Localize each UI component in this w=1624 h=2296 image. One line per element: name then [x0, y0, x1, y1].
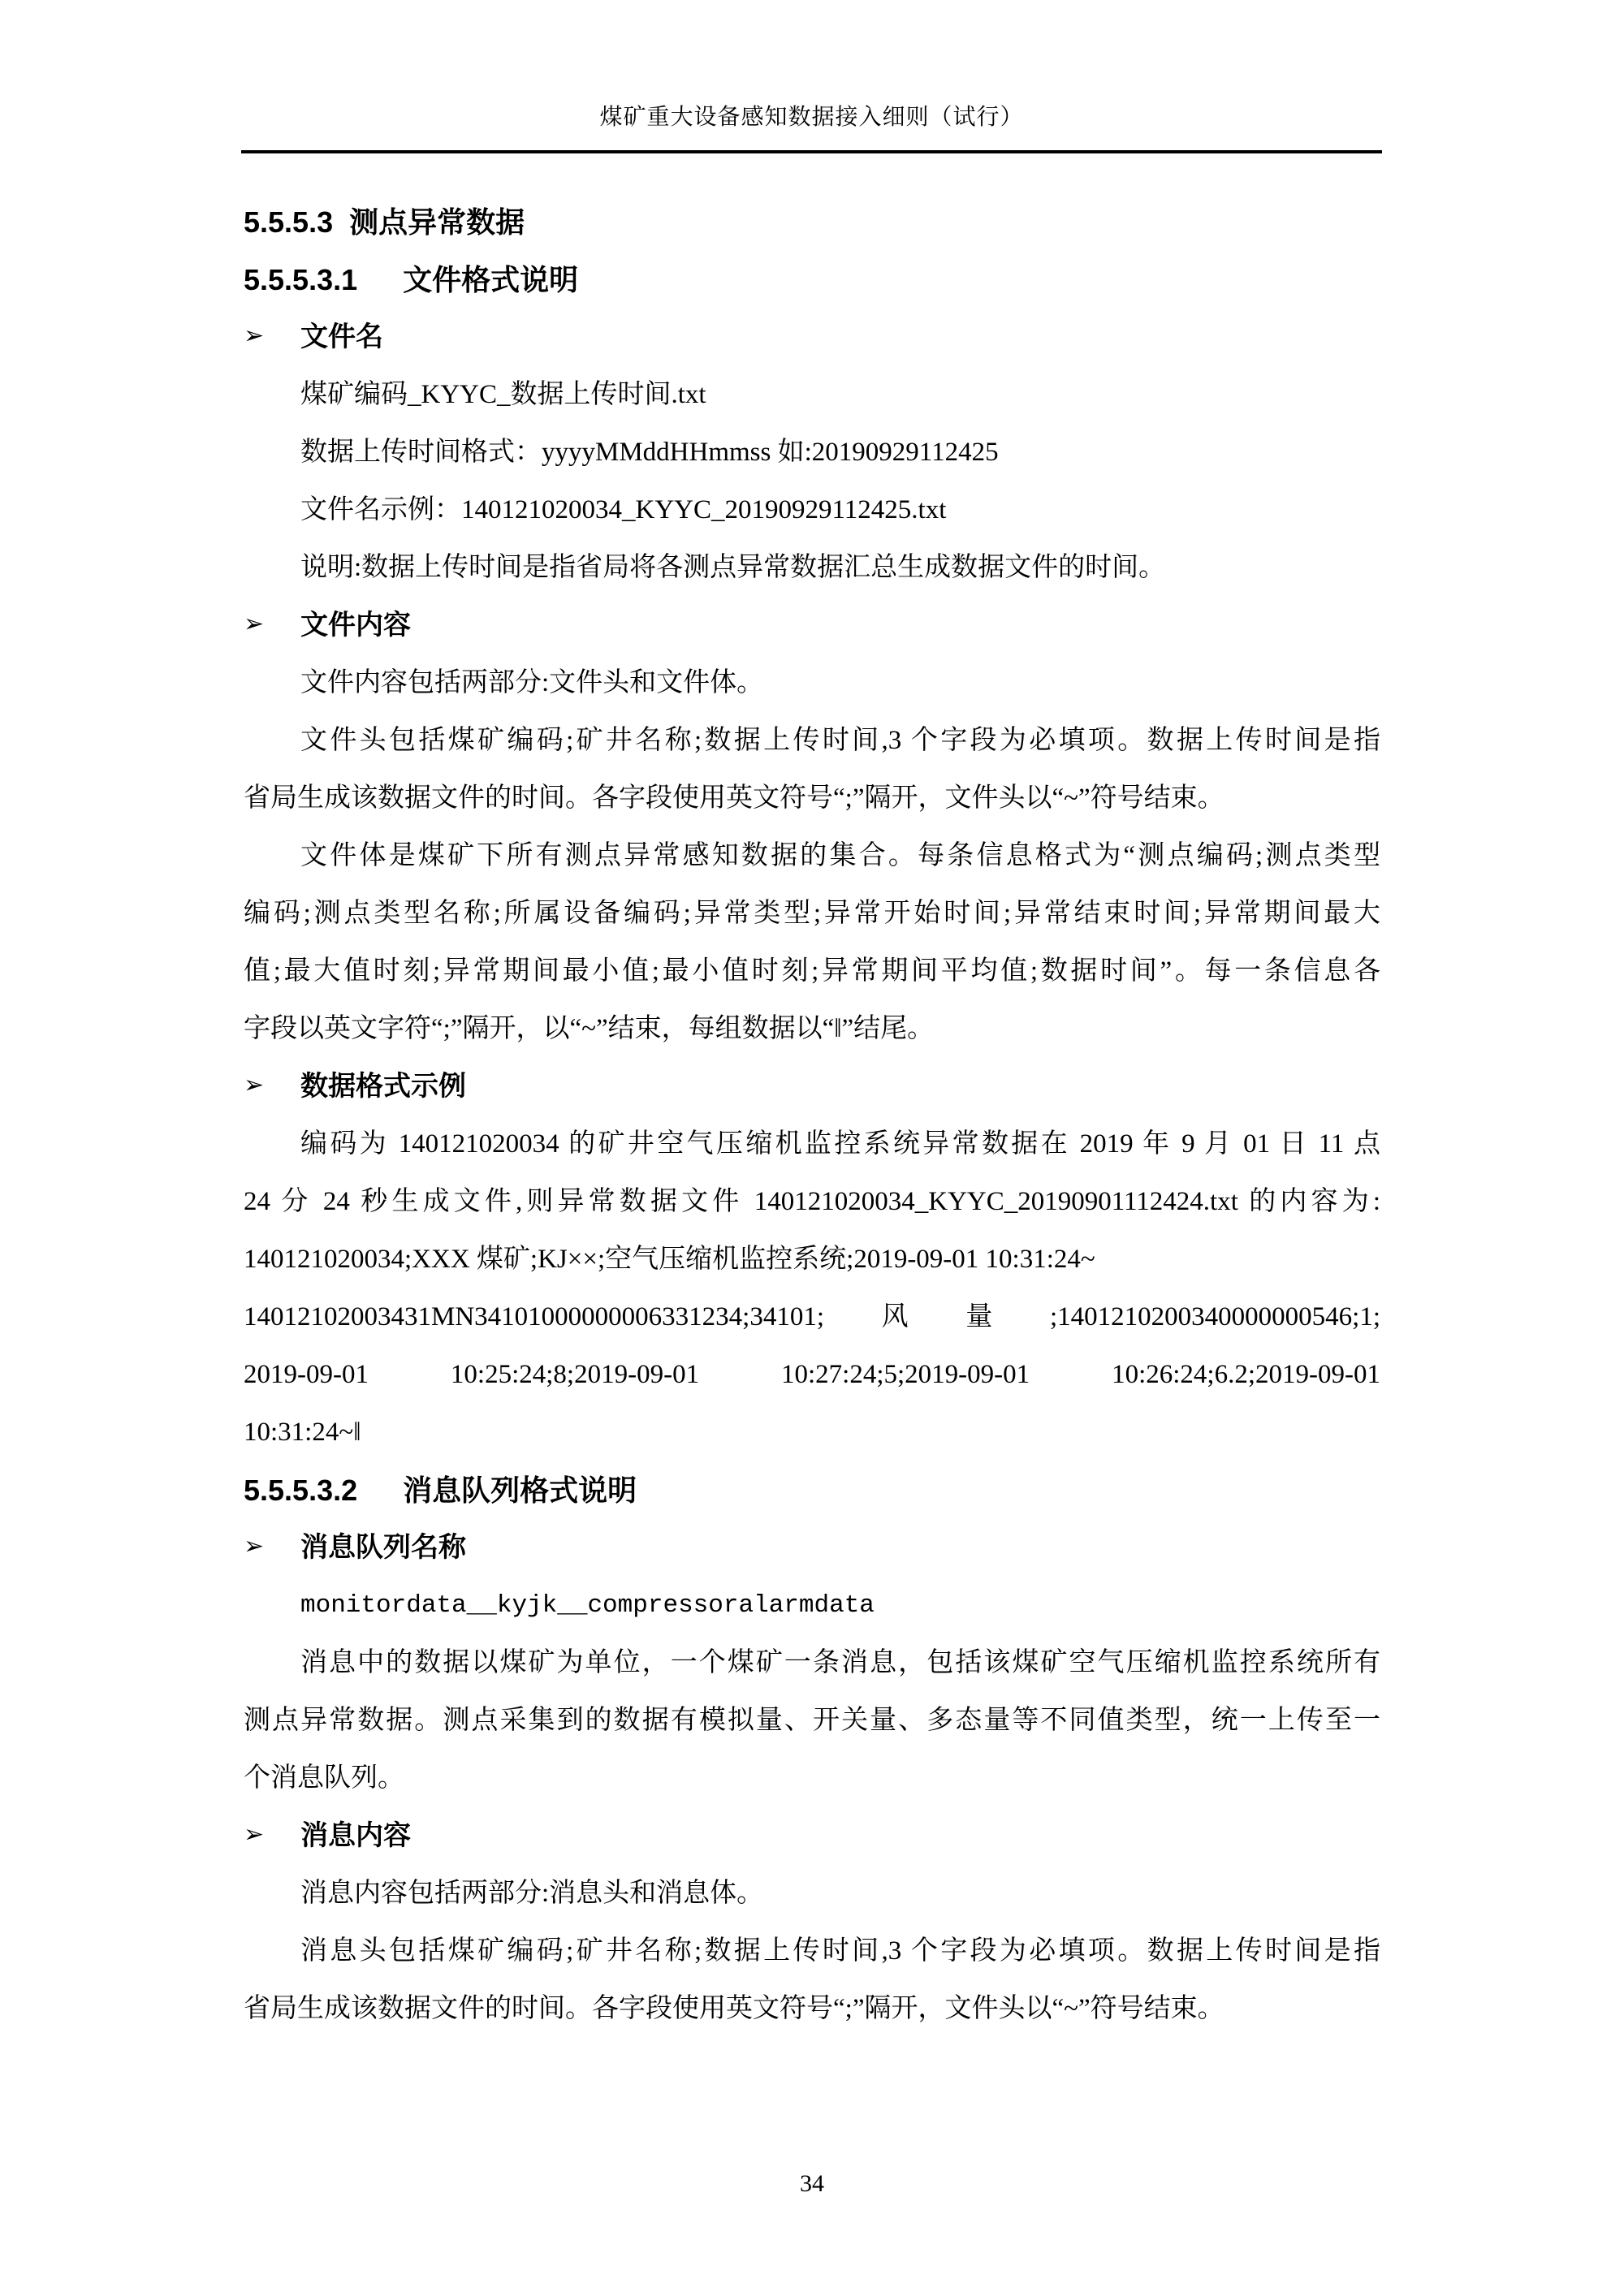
file-name-note-line: 说明:数据上传时间是指省局将各测点异常数据汇总生成数据文件的时间。 — [300, 553, 1166, 582]
text-line: 14012102003431MN34101000000006331234;34101;风量;1401210200340000000546;1; — [244, 1302, 1380, 1331]
section-heading-5-5-5-3-1 — [244, 251, 1380, 309]
file-body-paragraph — [244, 827, 1380, 1058]
message-header-paragraph — [244, 1923, 1380, 2038]
section-number: 5.5.5.3 — [244, 205, 334, 239]
arrow-bullet-icon: ➢ — [244, 1820, 265, 1849]
text-line: 24 分 24 秒生成文件,则异常数据文件 140121020034_KYYC_20190901112424.txt 的内容为: — [244, 1187, 1380, 1216]
bullet-item-file-content — [244, 597, 1380, 654]
text-line: 字段以英文字符“;”隔开，以“~”结束，每组数据以“‖”结尾。 — [244, 1014, 935, 1043]
text-line: 值;最大值时刻;异常期间最小值;最小值时刻;异常期间平均值;数据时间”。每一条信息各 — [244, 956, 1380, 986]
text-line: 2019-09-01 10:25:24;8;2019-09-01 10:27:24;5;2019-09-01 10:26:24;6.2;2019-09-01 — [244, 1360, 1380, 1389]
file-content-intro-line: 文件内容包括两部分:文件头和文件体。 — [300, 668, 764, 697]
document-body — [244, 193, 1380, 2038]
queue-description-paragraph — [244, 1634, 1380, 1807]
section-heading-5-5-5-3 — [244, 193, 1380, 251]
section-heading-5-5-5-3-2 — [244, 1461, 1380, 1519]
arrow-bullet-icon: ➢ — [244, 1071, 265, 1099]
bullet-item-message-content — [244, 1807, 1380, 1865]
file-name-template-line: 煤矿编码_KYYC_数据上传时间.txt — [300, 380, 706, 409]
page-header — [241, 97, 1382, 138]
arrow-bullet-icon: ➢ — [244, 322, 265, 350]
message-content-intro-line: 消息内容包括两部分:消息头和消息体。 — [300, 1879, 764, 1908]
text-line: 测点异常数据。测点采集到的数据有模拟量、开关量、多态量等不同值类型，统一上传至一 — [244, 1706, 1380, 1735]
text-line: 140121020034;XXX 煤矿;KJ××;空气压缩机监控系统;2019-09-01 10:31:24~ — [244, 1245, 1095, 1274]
text-line: 省局生成该数据文件的时间。各字段使用英文符号“;”隔开，文件头以“~”符号结束。 — [244, 783, 1224, 813]
queue-name-line: monitordata__kyjk__compressoralarmdata — [300, 1591, 875, 1620]
data-example-code — [244, 1231, 1380, 1461]
data-example-paragraph — [244, 1116, 1380, 1231]
bullet-label: 消息内容 — [300, 1820, 411, 1851]
text-line: 消息头包括煤矿编码;矿井名称;数据上传时间,3 个字段为必填项。数据上传时间是指 — [300, 1936, 1380, 1966]
section-title: 文件格式说明 — [403, 263, 579, 296]
text-line: 10:31:24~‖ — [244, 1418, 361, 1447]
arrow-bullet-icon: ➢ — [244, 1532, 265, 1560]
header-title: 煤矿重大设备感知数据接入细则（试行） — [599, 105, 1024, 130]
section-title: 测点异常数据 — [349, 205, 525, 239]
header-rule — [241, 150, 1382, 153]
text-line: 消息中的数据以煤矿为单位，一个煤矿一条消息，包括该煤矿空气压缩机监控系统所有 — [300, 1648, 1380, 1677]
text-line: 省局生成该数据文件的时间。各字段使用英文符号“;”隔开，文件头以“~”符号结束。 — [244, 1994, 1224, 2023]
file-name-example-line: 文件名示例：140121020034_KYYC_20190929112425.txt — [300, 495, 947, 524]
section-number: 5.5.5.3.2 — [244, 1474, 358, 1507]
text-line: 个消息队列。 — [244, 1763, 404, 1793]
text-line: 文件体是煤矿下所有测点异常感知数据的集合。每条信息格式为“测点编码;测点类型 — [300, 841, 1380, 870]
text-line: 编码为 140121020034 的矿井空气压缩机监控系统异常数据在 2019 年 9 月 01 日 11 点 — [300, 1129, 1380, 1159]
bullet-item-file-name — [244, 309, 1380, 366]
file-header-paragraph — [244, 712, 1380, 827]
section-title: 消息队列格式说明 — [403, 1474, 637, 1507]
bullet-item-queue-name — [244, 1519, 1380, 1577]
bullet-label: 数据格式示例 — [300, 1071, 466, 1102]
bullet-label: 消息队列名称 — [300, 1532, 466, 1563]
bullet-label: 文件名 — [300, 322, 383, 352]
upload-time-format-line: 数据上传时间格式：yyyyMMddHHmmss 如:20190929112425 — [300, 438, 999, 467]
text-line: 文件头包括煤矿编码;矿井名称;数据上传时间,3 个字段为必填项。数据上传时间是指 — [300, 726, 1380, 755]
section-number: 5.5.5.3.1 — [244, 263, 358, 296]
bullet-item-data-example — [244, 1058, 1380, 1116]
bullet-label: 文件内容 — [300, 610, 411, 641]
text-line: 编码;测点类型名称;所属设备编码;异常类型;异常开始时间;异常结束时间;异常期间最大 — [244, 899, 1380, 928]
page-number: 34 — [800, 2170, 824, 2197]
arrow-bullet-icon: ➢ — [244, 610, 265, 638]
